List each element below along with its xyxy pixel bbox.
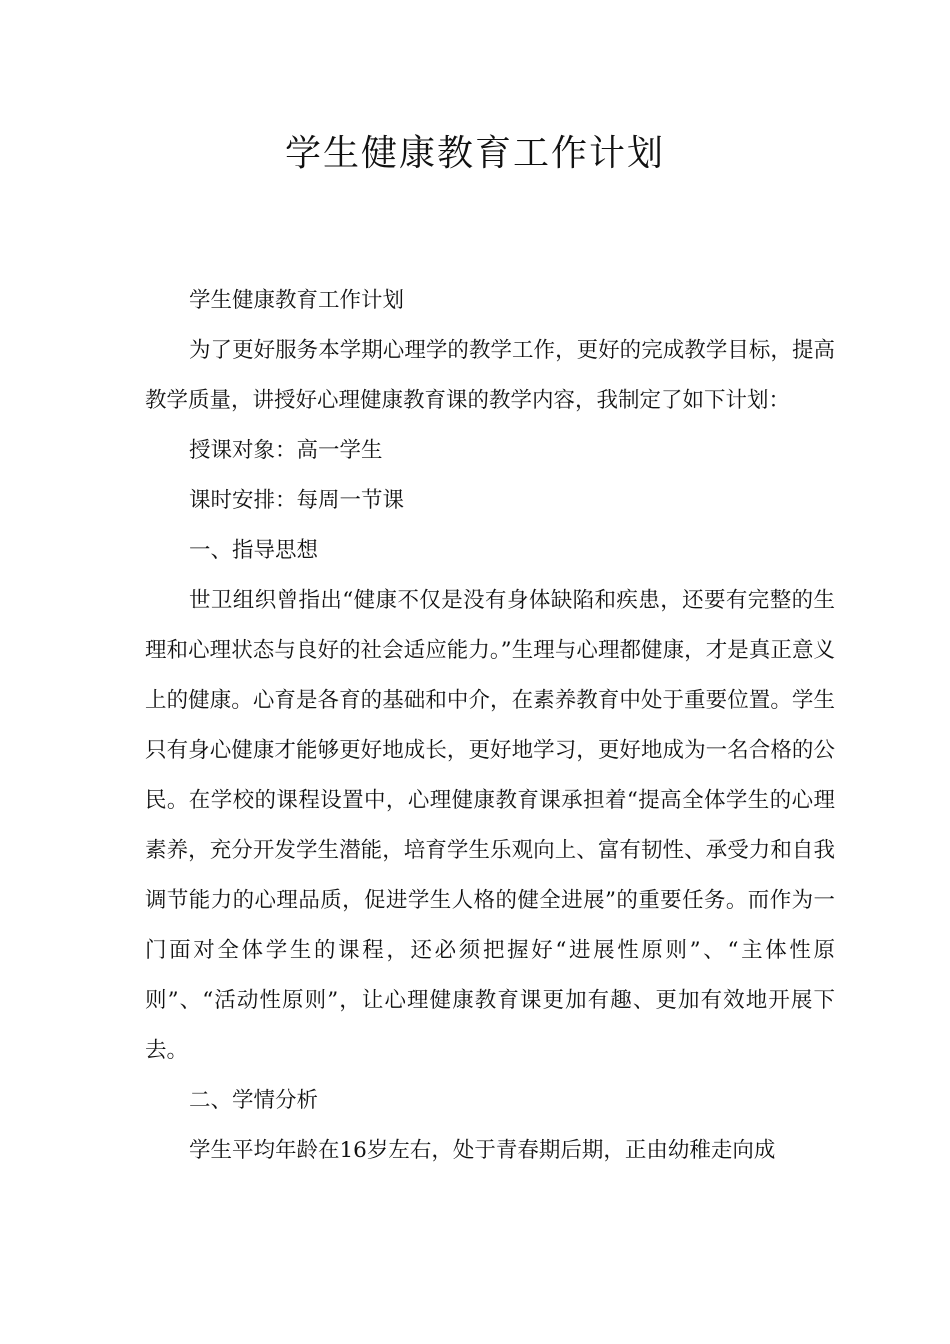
paragraph-schedule: 课时安排：每周一节课 [189, 488, 405, 513]
paragraph-student-analysis: 学生平均年龄在16岁左右，处于青春期后期，正由幼稚走向成 [189, 1138, 776, 1163]
paragraph-intro: 为了更好服务本学期心理学的教学工作，更好的完成教学目标，提高教学质量，讲授好心理健康教育课的教学内容，我制定了如下计划： [145, 338, 835, 413]
document-title: 学生健康教育工作计划 [284, 133, 665, 174]
section-heading-guiding-ideology: 一、指导思想 [189, 538, 319, 563]
section-heading-student-analysis: 二、学情分析 [189, 1088, 319, 1113]
paragraph-audience: 授课对象：高一学生 [189, 438, 383, 463]
paragraph-heading-repeat: 学生健康教育工作计划 [189, 288, 405, 313]
paragraph-guiding-ideology: 世卫组织曾指出“健康不仅是没有身体缺陷和疾患，还要有完整的生理和心理状态与良好的社会适应能力。”生理与心理都健康，才是真正意义上的健康。心育是各育的基础和中介，在素养教育中处于重要位置。学生只有身心健康才能够更好地成长，更好地学习，更好地成为一名合格的公民。在学校的课程设置中，心理健康教育课承担着“提高全体学生的心理素养，充分开发学生潜能，培育学生乐观向上、富有韧性、承受力和自我调节能力的心理品质，促进学生人格的健全进展”的重要任务。而作为一门面对全体学生的课程，还必须把握好“进展性原则”、“主体性原则”、“活动性原则”，让心理健康教育课更加有趣、更加有效地开展下去。 [145, 588, 835, 1063]
document-body [145, 276, 835, 1176]
